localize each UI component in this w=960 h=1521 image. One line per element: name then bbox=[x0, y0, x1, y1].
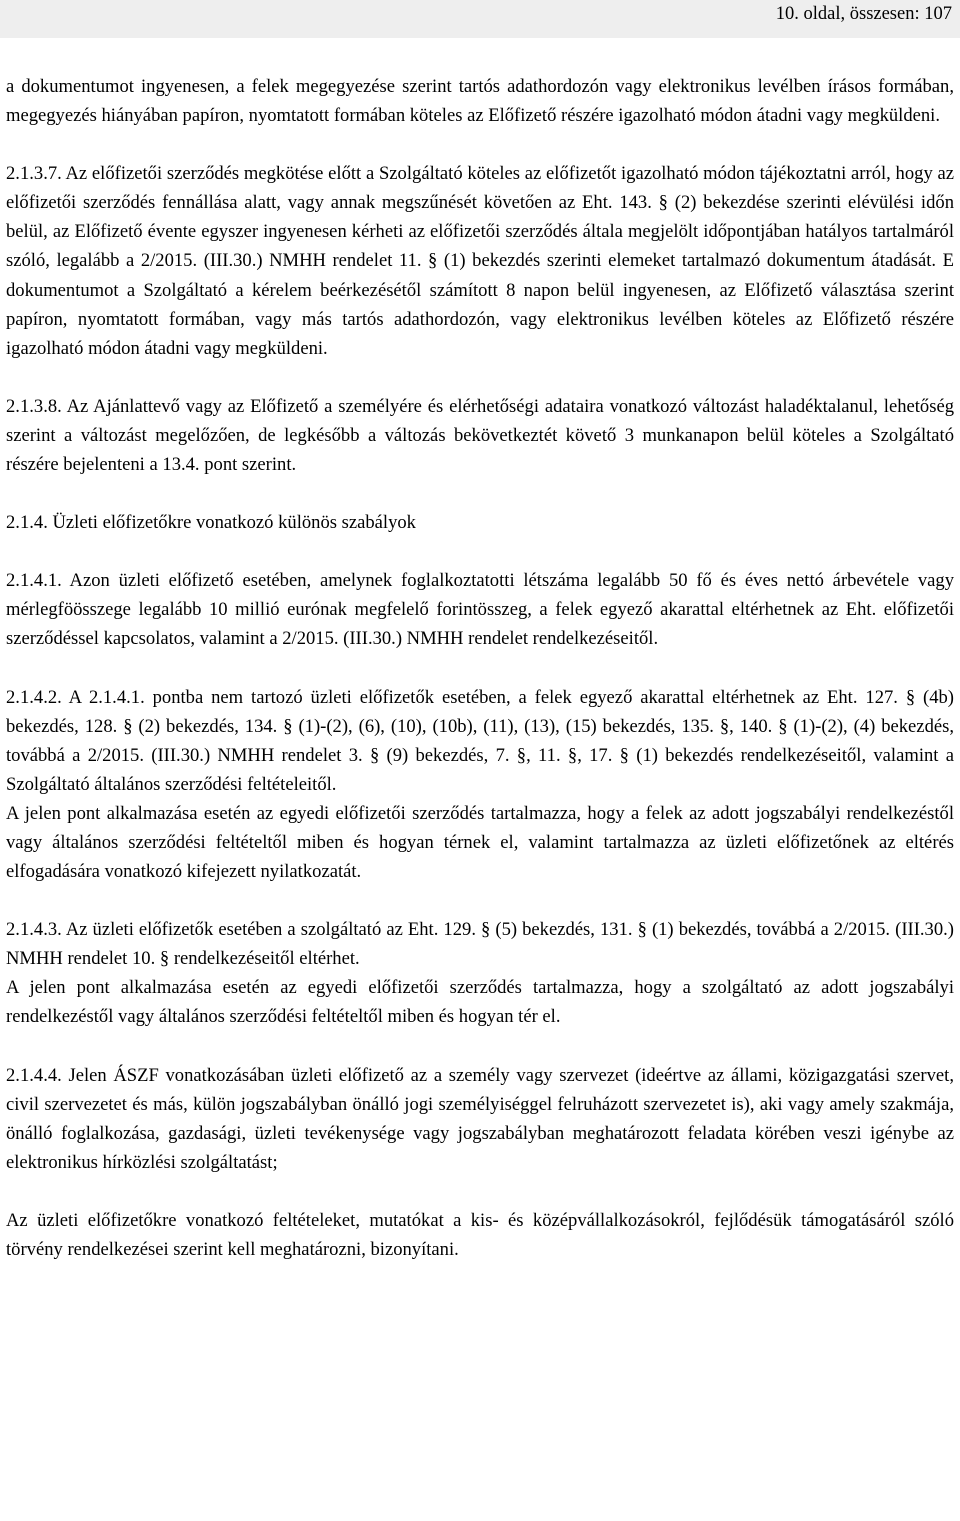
section-heading-2-1-4: 2.1.4. Üzleti előfizetőkre vonatkozó különös szabályok bbox=[6, 512, 416, 534]
paragraph-2-1-4-3: 2.1.4.3. Az üzleti előfizetők esetében a szolgáltató az Eht. 129. § (5) bekezdés, 131. § (1) bekezdés, továbbá a 2/2015. (III.30.) NMHH rendelet 10. § rendelkezéseitől eltérhet. bbox=[6, 919, 954, 970]
paragraph-closing: Az üzleti előfizetőkre vonatkozó feltételeket, mutatókat a kis- és középvállalkozásokról, fejlődésük támogatásáról szóló törvény rendelkezései szerint kell meghatározni, bizonyítani. bbox=[6, 1209, 954, 1260]
paragraph-2-1-4-2: 2.1.4.2. A 2.1.4.1. pontba nem tartozó üzleti előfizetők esetében, a felek egyező akarattal eltérhetnek az Eht. 127. § (4b) bekezdés, 128. § (2) bekezdés, 134. § (1)-(2), (6), (10), (10b), (11), (13), (15) bekezdés, 135. §, 140. § (1)-(2), (4) bekezdés, továbbá a 2/2015. (III.30.) NMHH rendelet 3. § (9) bekezdés, 7. §, 11. §, 17. § (1) bekezdés rendelkezéseitől, valamint a Szolgáltató általános szerződési feltételeitől. bbox=[6, 686, 954, 795]
paragraph-2-1-3-8: 2.1.3.8. Az Ajánlattevő vagy az Előfizető a személyére és elérhetőségi adataira vonatkozó változást haladéktalanul, lehetőség szerint a változást megelőzően, de legkésőbb a változás bekövetkeztét követő 3 munkanapon belül köteles a Szolgáltató részére bejelenteni a 13.4. pont szerint. bbox=[6, 395, 954, 476]
paragraph-2-1-3-7: 2.1.3.7. Az előfizetői szerződés megkötése előtt a Szolgáltató köteles az előfizetőt igazolható módon tájékoztatni arról, hogy az előfizetői szerződés fennállása alatt, vagy annak megszűnését követően az Eht. 143. § (2) bekezdése szerinti elévülési időn belül, az Előfizető évente egyszer ingyenesen kérheti az előfizetői szerződés általa megjelölt időpontjában hatályos tartalmáról szóló, legalább a 2/2015. (III.30.) NMHH rendelet 11. § (1) bekezdés szerinti elemeket tartalmazó dokumentum átadását. E dokumentumot a Szolgáltató a kérelem beérkezésétől számított 8 napon belül ingyenesen, az Előfizető választása szerint papíron, nyomtatott formában, vagy más tartós adathordozón, vagy elektronikus levélben köteles az Előfizető részére igazolható módon átadni vagy megküldeni. bbox=[6, 163, 954, 359]
page-counter: 10. oldal, összesen: 107 bbox=[775, 4, 952, 24]
paragraph-intro: a dokumentumot ingyenesen, a felek megegyezése szerint tartós adathordozón vagy elektronikus levélben írásos formában, megegyezés hiányában papíron, nyomtatott formában köteles az Előfizető részére igazolható módon átadni vagy megküldeni. bbox=[6, 76, 954, 127]
paragraph-2-1-4-4: 2.1.4.4. Jelen ÁSZF vonatkozásában üzleti előfizető az a személy vagy szervezet (ideértve az állami, közigazgatási szervet, civil szervezetet és más, külön jogszabályban önálló jogi személyiséggel felruházott szervezetet is), aki vagy amely szakmája, önálló foglalkozása, gazdasági, üzleti tevékenysége vagy jogszabályban meghatározott feladata körében veszi igénybe az elektronikus hírközlési szolgáltatást; bbox=[6, 1064, 954, 1173]
paragraph-2-1-4-3-note: A jelen pont alkalmazása esetén az egyedi előfizetői szerződés tartalmazza, hogy a szolgáltató az adott jogszabályi rendelkezéstől vagy általános szerződési feltételtől miben és hogyan tér el. bbox=[6, 977, 954, 1028]
document-body bbox=[6, 72, 954, 1264]
page-header bbox=[0, 0, 960, 38]
paragraph-2-1-4-2-note: A jelen pont alkalmazása esetén az egyedi előfizetői szerződés tartalmazza, hogy a felek az adott jogszabályi rendelkezéstől vagy általános szerződési feltételtől miben és hogyan térnek el, valamint tartalmazza az üzleti előfizetőnek az eltérés elfogadására vonatkozó kifejezett nyilatkozatát. bbox=[6, 802, 954, 883]
paragraph-2-1-4-1: 2.1.4.1. Azon üzleti előfizető esetében, amelynek foglalkoztatotti létszáma legalább 50 fő és éves nettó árbevétele vagy mérlegföösszege legalább 10 millió eurónak megfelelő forintösszeg, a felek egyező akarattal eltérhetnek az Eht. előfizetői szerződéssel kapcsolatos, valamint a 2/2015. (III.30.) NMHH rendelet rendelkezéseitől. bbox=[6, 570, 954, 650]
